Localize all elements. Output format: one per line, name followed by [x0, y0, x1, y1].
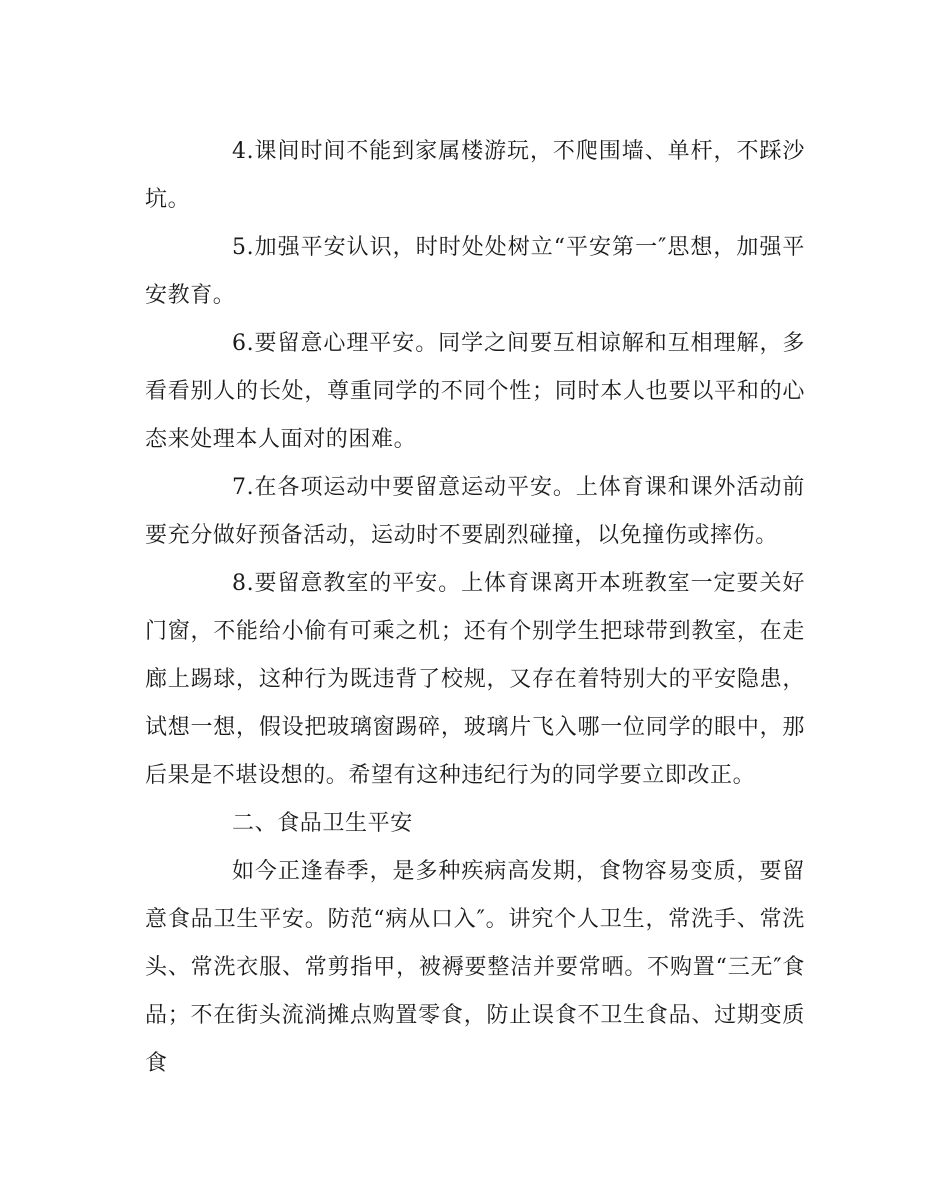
paragraph-item-6: 6.要留意心理平安。同学之间要互相谅解和互相理解，多看看别人的长处，尊重同学的不同个性；同时本人也要以平和的心态来处理本人面对的困难。	[145, 331, 805, 452]
document-page	[145, 128, 805, 1088]
paragraph-item-7: 7.在各项运动中要留意运动平安。上体育课和课外活动前要充分做好预备活动，运动时不要剧烈碰撞，以免撞伤或摔伤。	[145, 475, 805, 548]
paragraph-item-8: 8.要留意教室的平安。上体育课离开本班教室一定要关好门窗，不能给小偷有可乘之机；还有个别学生把球带到教室，在走廊上踢球，这种行为既违背了校规，又存在着特别大的平安隐患，试想一想，假设把玻璃窗踢碎，玻璃片飞入哪一位同学的眼中，那后果是不堪设想的。希望有这种违纪行为的同学要立即改正。	[145, 571, 805, 788]
section-heading-food-safety: 二、食品卫生平安	[232, 811, 413, 836]
paragraph-item-5: 5.加强平安认识，时时处处树立“平安第一″思想，加强平安教育。	[145, 235, 805, 308]
paragraph-item-4: 4.课间时间不能到家属楼游玩，不爬围墙、单杆，不踩沙坑。	[145, 139, 805, 212]
paragraph-food-safety: 如今正逢春季，是多种疾病高发期，食物容易变质，要留意食品卫生平安。防范“病从口入″。讲究个人卫生，常洗手、常洗头、常洗衣服、常剪指甲，被褥要整洁并要常晒。不购置“三无″食品；不在街头流淌摊点购置零食，防止误食不卫生食品、过期变质食	[145, 859, 805, 1076]
